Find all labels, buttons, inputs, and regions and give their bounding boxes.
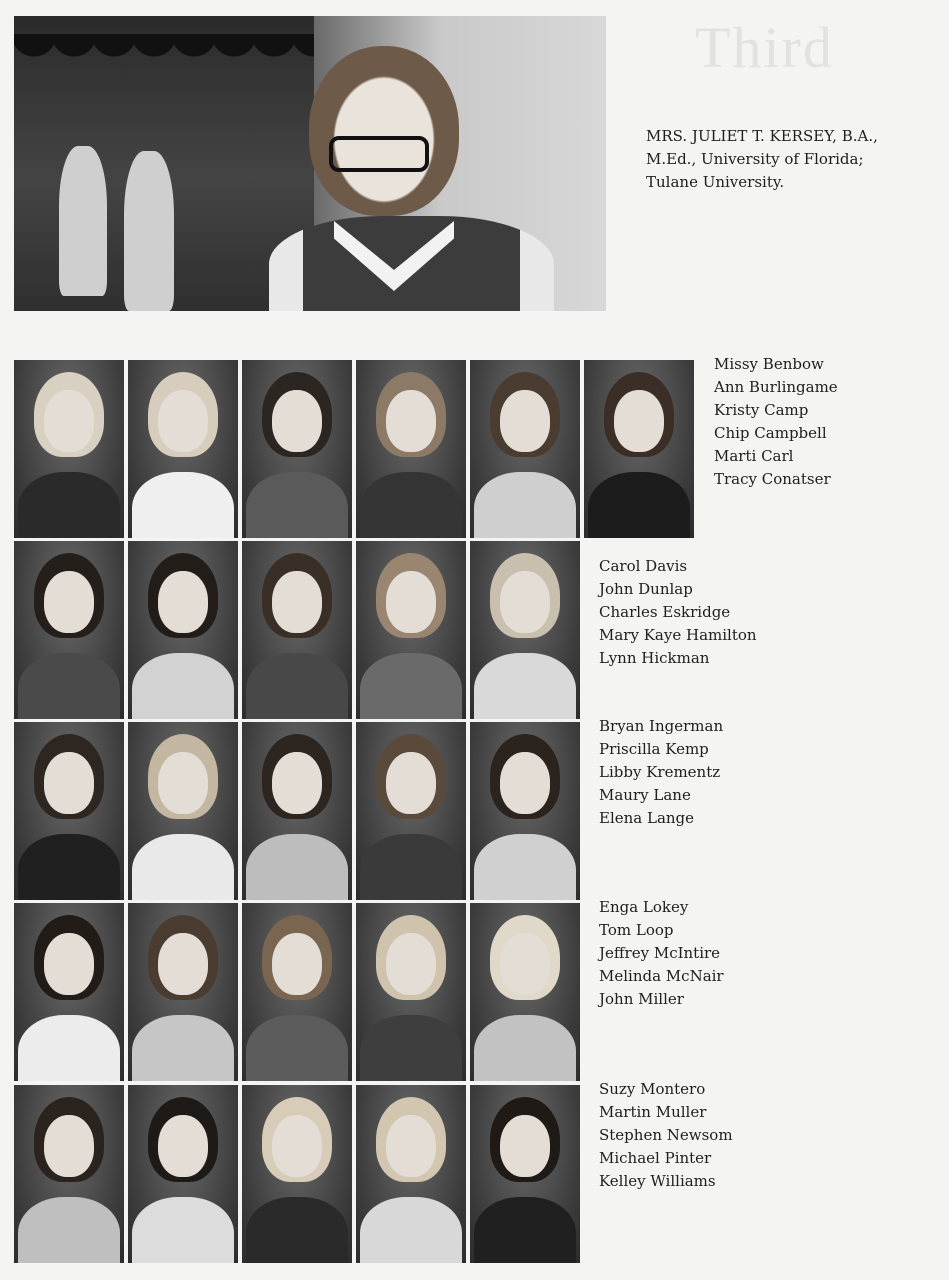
shirt	[18, 834, 120, 900]
shirt	[474, 1197, 576, 1263]
student-name: Marti Carl	[714, 447, 794, 465]
shirt	[360, 472, 462, 538]
face	[386, 571, 436, 633]
student-photo	[14, 903, 124, 1081]
shirt	[360, 834, 462, 900]
student-names-row-3	[599, 715, 723, 830]
teacher-caption-line: M.Ed., University of Florida;	[646, 150, 864, 168]
face	[500, 933, 550, 995]
student-name: Jeffrey McIntire	[599, 944, 721, 962]
student-photo	[128, 1085, 238, 1263]
face	[44, 752, 94, 814]
student-name: Chip Campbell	[714, 424, 827, 442]
face	[158, 390, 208, 452]
student-name: Suzy Montero	[599, 1080, 706, 1098]
student-name: Libby Krementz	[599, 763, 721, 781]
teacher-head	[309, 46, 459, 216]
student-photo	[584, 360, 694, 538]
student-names-row-2	[599, 555, 757, 670]
student-photo	[356, 541, 466, 719]
shirt	[360, 1015, 462, 1081]
student-name: Tom Loop	[599, 921, 674, 939]
face	[500, 1115, 550, 1177]
student-names-row-4	[599, 896, 724, 1011]
stage-curtain-valance	[14, 34, 314, 74]
face	[386, 752, 436, 814]
student-name: Bryan Ingerman	[599, 717, 724, 735]
student-photo	[128, 360, 238, 538]
student-name: Michael Pinter	[599, 1149, 712, 1167]
student-name: Missy Benbow	[714, 355, 824, 373]
student-photo	[470, 903, 580, 1081]
shirt	[18, 653, 120, 719]
student-photo	[128, 903, 238, 1081]
student-name: John Dunlap	[599, 580, 693, 598]
teacher-glasses	[329, 136, 429, 172]
face	[158, 933, 208, 995]
shirt	[246, 653, 348, 719]
student-photo	[242, 360, 352, 538]
student-photo	[242, 541, 352, 719]
face	[44, 571, 94, 633]
student-photo	[356, 1085, 466, 1263]
face	[500, 752, 550, 814]
student-name: Enga Lokey	[599, 898, 689, 916]
shirt	[18, 1015, 120, 1081]
shirt	[246, 472, 348, 538]
shirt	[132, 472, 234, 538]
face	[386, 390, 436, 452]
student-name: Elena Lange	[599, 809, 695, 827]
shirt	[474, 472, 576, 538]
student-names-row-5	[599, 1078, 733, 1193]
teacher-photo	[14, 16, 606, 311]
student-photo	[356, 903, 466, 1081]
student-names-row-1	[714, 353, 838, 491]
face	[386, 933, 436, 995]
shirt	[132, 1197, 234, 1263]
teacher-caption	[646, 125, 936, 194]
shirt	[474, 653, 576, 719]
face	[500, 390, 550, 452]
face	[44, 1115, 94, 1177]
shirt	[18, 1197, 120, 1263]
student-photo	[356, 722, 466, 900]
student-photo	[14, 541, 124, 719]
teacher-caption-line: Tulane University.	[646, 173, 785, 191]
face	[44, 933, 94, 995]
bleed-through-heading: Third	[695, 15, 834, 80]
student-name: Kristy Camp	[714, 401, 809, 419]
shirt	[246, 834, 348, 900]
student-name: Carol Davis	[599, 557, 688, 575]
student-name: Ann Burlingame	[714, 378, 838, 396]
student-photo	[242, 903, 352, 1081]
student-photo	[356, 360, 466, 538]
face	[158, 1115, 208, 1177]
shirt	[588, 472, 690, 538]
student-name: Mary Kaye Hamilton	[599, 626, 757, 644]
face	[272, 1115, 322, 1177]
student-name: Priscilla Kemp	[599, 740, 709, 758]
shirt	[132, 653, 234, 719]
face	[272, 390, 322, 452]
face	[44, 390, 94, 452]
student-photo	[14, 722, 124, 900]
face	[272, 571, 322, 633]
student-name: Lynn Hickman	[599, 649, 710, 667]
student-name: Martin Muller	[599, 1103, 707, 1121]
student-name: Melinda McNair	[599, 967, 724, 985]
shirt	[474, 1015, 576, 1081]
shirt	[360, 1197, 462, 1263]
student-name: Kelley Williams	[599, 1172, 716, 1190]
student-photo	[470, 722, 580, 900]
student-name: Charles Eskridge	[599, 603, 731, 621]
shirt	[132, 1015, 234, 1081]
face	[614, 390, 664, 452]
student-photo	[14, 1085, 124, 1263]
student-photo	[14, 360, 124, 538]
student-photo	[470, 1085, 580, 1263]
student-photo	[242, 1085, 352, 1263]
face	[272, 933, 322, 995]
student-photo	[128, 541, 238, 719]
cutout-figure-left	[59, 146, 107, 296]
shirt	[246, 1197, 348, 1263]
face	[500, 571, 550, 633]
cutout-figure-right	[124, 151, 174, 311]
student-photo	[470, 541, 580, 719]
student-photo	[470, 360, 580, 538]
student-name: Maury Lane	[599, 786, 691, 804]
face	[158, 571, 208, 633]
student-photo	[128, 722, 238, 900]
teacher-caption-line: MRS. JULIET T. KERSEY, B.A.,	[646, 127, 878, 145]
student-name: Tracy Conatser	[714, 470, 831, 488]
shirt	[360, 653, 462, 719]
student-name: John Miller	[599, 990, 684, 1008]
shirt	[132, 834, 234, 900]
face	[158, 752, 208, 814]
student-name: Stephen Newsom	[599, 1126, 733, 1144]
shirt	[246, 1015, 348, 1081]
student-photo	[242, 722, 352, 900]
face	[272, 752, 322, 814]
face	[386, 1115, 436, 1177]
shirt	[18, 472, 120, 538]
shirt	[474, 834, 576, 900]
